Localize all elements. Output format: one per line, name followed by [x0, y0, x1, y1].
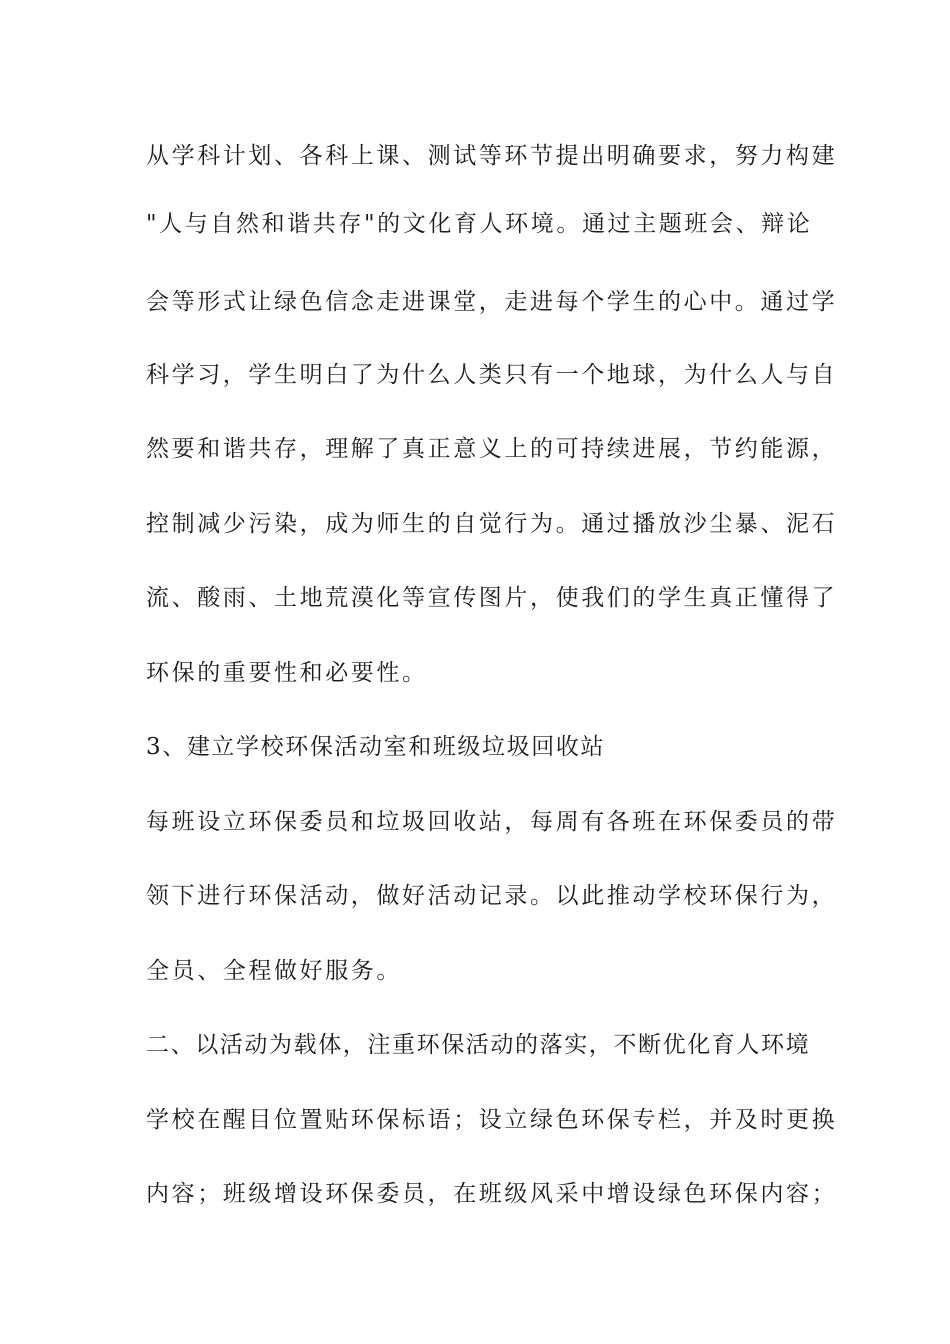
paragraph-line: 环保的重要性和必要性。 [146, 660, 428, 686]
paragraph-line: 然要和谐共存，理解了真正意义上的可持续进展，节约能源， [146, 436, 838, 462]
paragraph-line: 会等形式让绿色信念走进课堂，走进每个学生的心中。通过学 [146, 289, 838, 315]
paragraph-line: 学校在醒目位置贴环保标语；设立绿色环保专栏，并及时更换 [146, 1107, 838, 1133]
paragraph-line: 内容；班级增设环保委员，在班级风采中增设绿色环保内容； [146, 1181, 838, 1207]
section-heading: 3、建立学校环保活动室和班级垃圾回收站 [146, 734, 606, 760]
paragraph-line: 流、酸雨、土地荒漠化等宣传图片，使我们的学生真正懂得了 [146, 585, 838, 611]
paragraph-line: "人与自然和谐共存"的文化育人环境。通过主题班会、辩论 [146, 211, 813, 237]
paragraph-line: 领下进行环保活动，做好活动记录。以此推动学校环保行为， [146, 883, 838, 909]
paragraph-line: 控制减少污染，成为师生的自觉行为。通过播放沙尘暴、泥石 [146, 511, 838, 537]
paragraph-line: 每班设立环保委员和垃圾回收站，每周有各班在环保委员的带 [146, 809, 838, 835]
paragraph-line: 全员、全程做好服务。 [146, 958, 402, 984]
paragraph-line: 科学习，学生明白了为什么人类只有一个地球，为什么人与自 [146, 362, 838, 388]
section-heading: 二、以活动为载体，注重环保活动的落实，不断优化育人环境 [146, 1032, 811, 1058]
paragraph-line: 从学科计划、各科上课、测试等环节提出明确要求，努力构建 [146, 143, 838, 169]
